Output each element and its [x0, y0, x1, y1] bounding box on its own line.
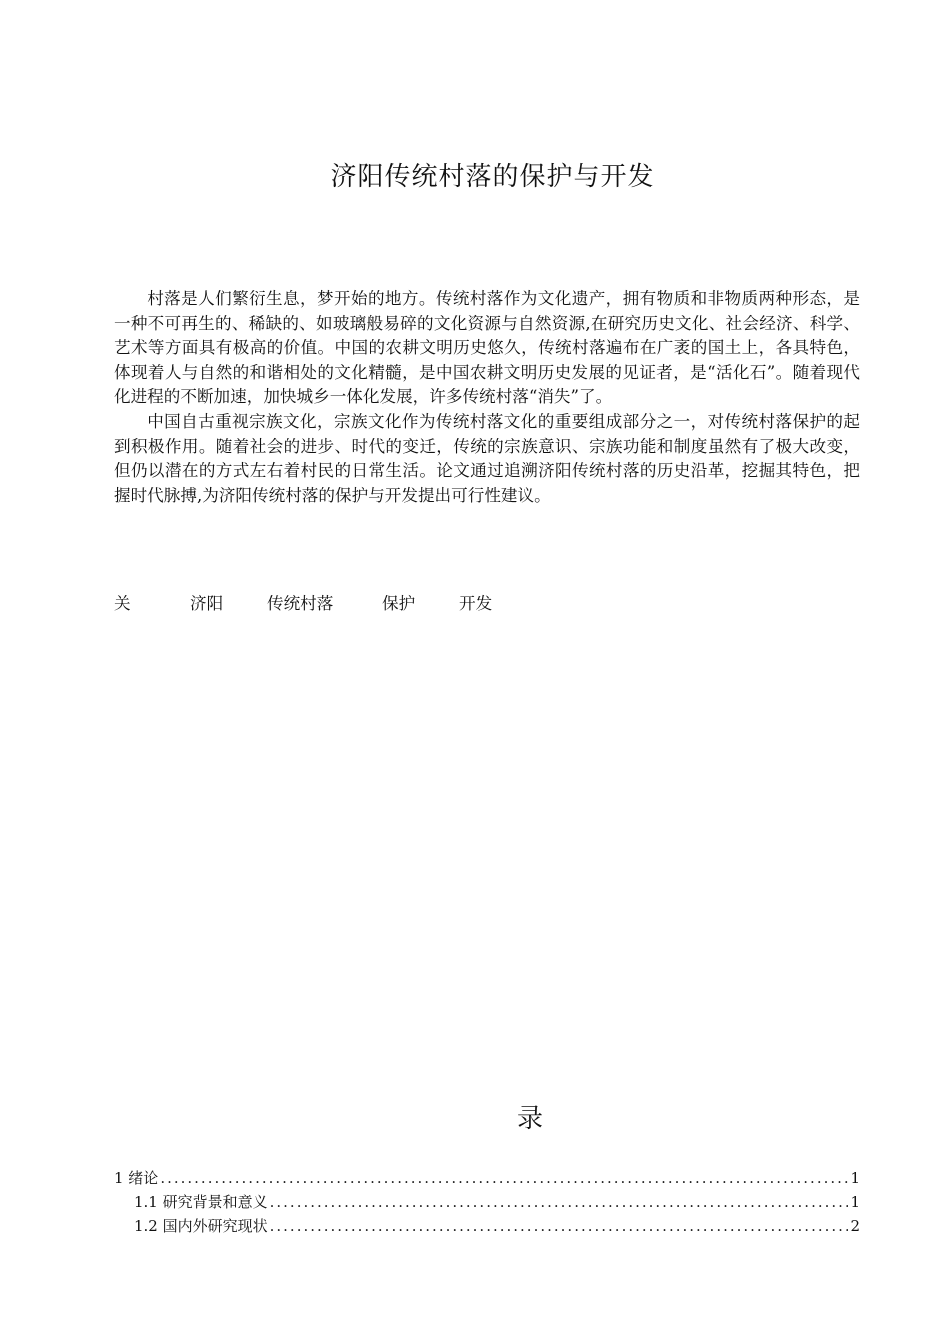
keyword: 保护: [382, 594, 416, 613]
abstract-paragraph: 村落是人们繁衍生息，梦开始的地方。传统村落作为文化遗产，拥有物质和非物质两种形态，是一种不可再生的、稀缺的、如玻璃般易碎的文化资源与自然资源,在研究历史文化、社会经济、科学、艺术等方面具有极高的价值。中国的农耕文明历史悠久，传统村落遍布在广袤的国土上，各具特色，体现着人与自然的和谐相处的文化精髓，是中国农耕文明历史发展的见证者，是“活化石”。随着现代化进程的不断加速，加快城乡一体化发展，许多传统村落“消失”了。: [114, 289, 860, 407]
keyword: 济阳: [190, 594, 224, 613]
toc-dot-leader: [160, 1166, 848, 1190]
toc-entry[interactable]: [114, 1214, 860, 1238]
toc-entry-page: 2: [850, 1217, 860, 1235]
toc-entry[interactable]: [114, 1190, 860, 1214]
keyword: 传统村落: [267, 594, 334, 613]
toc-entry-label: 1.1 研究背景和意义: [134, 1193, 268, 1211]
keywords-label: 关: [114, 594, 131, 613]
keyword: 开发: [459, 594, 493, 613]
abstract-paragraph: 中国自古重视宗族文化，宗族文化作为传统村落文化的重要组成部分之一，对传统村落保护的起到积极作用。随着社会的进步、时代的变迁，传统的宗族意识、宗族功能和制度虽然有了极大改变，但仍以潜在的方式左右着村民的日常生活。论文通过追溯济阳传统村落的历史沿革，挖掘其特色，把握时代脉搏,为济阳传统村落的保护与开发提出可行性建议。: [114, 411, 860, 505]
toc-dot-leader: [270, 1190, 849, 1214]
toc-entry-label: 1.2 国内外研究现状: [134, 1217, 268, 1235]
toc-entry-page: 1: [850, 1193, 860, 1211]
toc-entry-page: 1: [850, 1169, 860, 1187]
toc-title: 录: [516, 1104, 543, 1134]
abstract: [114, 287, 860, 508]
table-of-contents: [114, 1166, 860, 1238]
toc-dot-leader: [270, 1214, 849, 1238]
toc-entry-label: 1 绪论: [114, 1169, 159, 1187]
paper-title: 济阳传统村落的保护与开发: [330, 162, 655, 192]
toc-entry[interactable]: [114, 1166, 860, 1190]
